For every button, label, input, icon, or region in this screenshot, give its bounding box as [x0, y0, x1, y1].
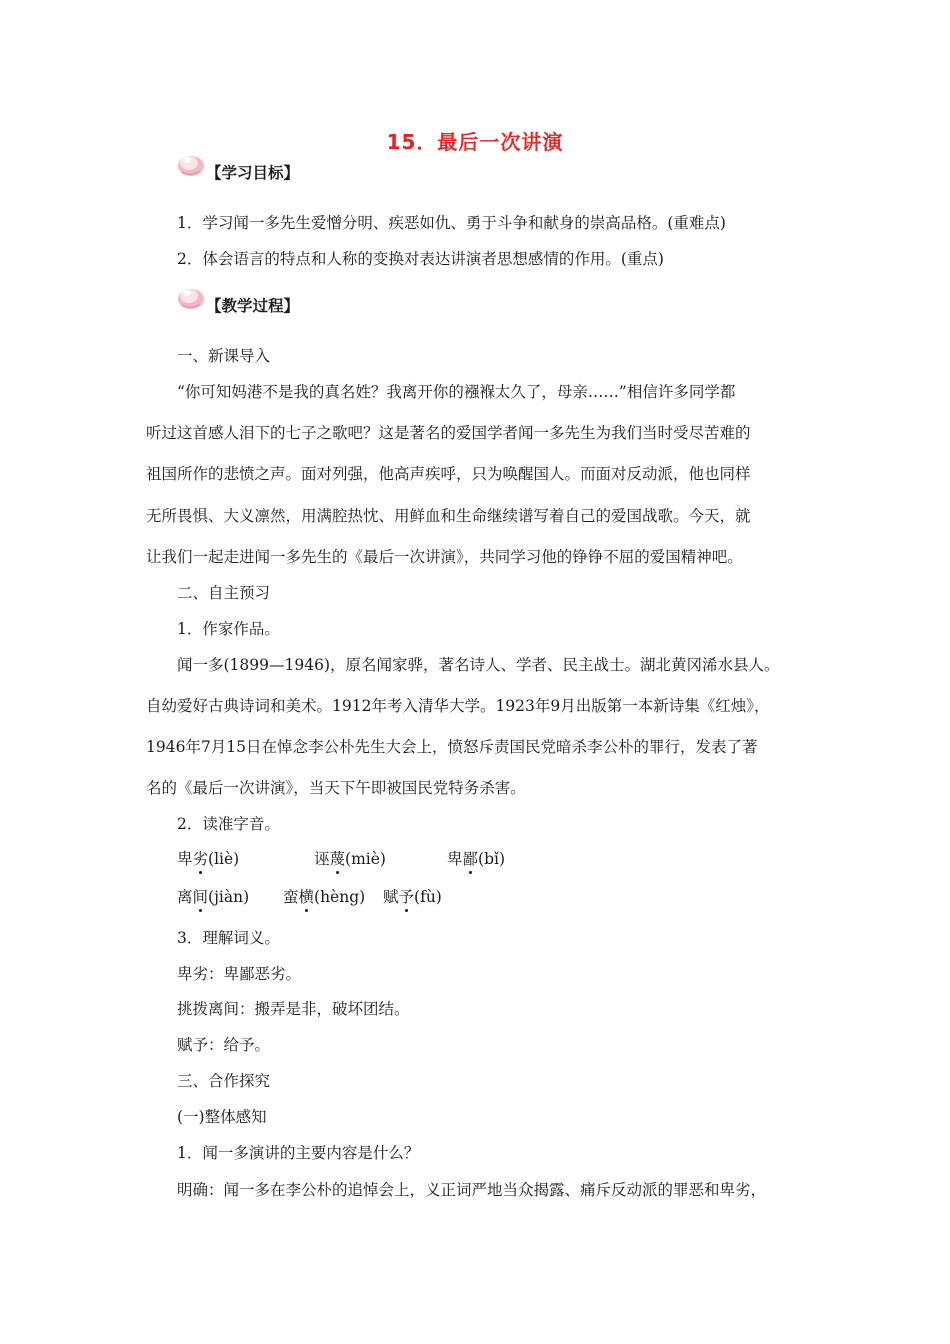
emphasis-dot-char: 鄙	[462, 850, 479, 868]
pronunciation-item: 卑劣(liè)	[177, 850, 240, 868]
emphasis-dot-char: 横	[298, 888, 315, 906]
intro-heading: 一、新课导入	[177, 347, 271, 365]
emphasis-dot-char: 蔑	[329, 850, 346, 868]
explore-heading: 三、合作探究	[177, 1072, 271, 1090]
pink-flower-bullet-icon	[176, 283, 206, 311]
vocab-item: 挑拨离间：搬弄是非，破坏团结。	[177, 1000, 410, 1018]
pronunciation-item: 诬蔑(miè)	[314, 850, 386, 868]
pronunciation-heading: 2．读准字音。	[177, 815, 280, 833]
intro-line: “你可知妈港不是我的真名姓？我离开你的襁褓太久了，母亲……”相信许多同学都	[177, 383, 736, 401]
goal-2: 2．体会语言的特点和人称的变换对表达讲演者思想感情的作用。(重点)	[177, 250, 664, 268]
vocab-heading: 3．理解词义。	[177, 929, 280, 947]
pronunciation-item: 卑鄙(bǐ)	[447, 850, 506, 868]
author-line: 闻一多(1899—1946)，原名闻家骅，著名诗人、学者、民主战士。湖北黄冈浠水县人。	[177, 656, 780, 674]
emphasis-dot-char: 间	[192, 888, 209, 906]
author-line: 自幼爱好古典诗词和美术。1912年考入清华大学。1923年9月出版第一本新诗集《红烛》，	[146, 697, 770, 715]
pronunciation-item: 离间(jiàn)	[177, 888, 250, 906]
intro-line: 祖国所作的悲愤之声。面对列强，他高声疾呼，只为唤醒国人。而面对反动派，他也同样	[146, 465, 751, 483]
preview-heading: 二、自主预习	[177, 584, 271, 602]
emphasis-dot-char: 劣	[192, 850, 209, 868]
pronunciation-item: 赋予(fù)	[383, 888, 442, 906]
intro-line: 无所畏惧、大义凛然，用满腔热忱、用鲜血和生命继续谱写着自己的爱国战歌。今天，就	[146, 507, 751, 525]
vocab-item: 赋予：给予。	[177, 1036, 271, 1054]
emphasis-dot-char: 予	[398, 888, 415, 906]
vocab-item: 卑劣：卑鄙恶劣。	[177, 965, 302, 983]
pronunciation-item: 蛮横(hèng)	[283, 888, 366, 906]
author-line: 1946年7月15日在悼念李公朴先生大会上，愤怒斥责国民党暗杀李公朴的罪行，发表了著	[146, 738, 758, 756]
intro-line: 让我们一起走进闻一多先生的《最后一次讲演》，共同学习他的铮铮不屈的爱国精神吧。	[146, 548, 743, 566]
page-title: 15．最后一次讲演	[386, 130, 564, 154]
goal-1: 1．学习闻一多先生爱憎分明、疾恶如仇、勇于斗争和献身的崇高品格。(重难点)	[177, 214, 726, 232]
process-heading: 【教学过程】	[206, 296, 300, 315]
author-heading: 1．作家作品。	[177, 620, 280, 638]
question-1: 1．闻一多演讲的主要内容是什么？	[177, 1144, 420, 1162]
author-line: 名的《最后一次讲演》，当天下午即被国民党特务杀害。	[146, 779, 526, 797]
goals-heading: 【学习目标】	[206, 163, 300, 182]
pink-flower-bullet-icon	[176, 150, 206, 178]
intro-line: 听过这首感人泪下的七子之歌吧？这是著名的爱国学者闻一多先生为我们当时受尽苦难的	[146, 424, 751, 442]
answer-1: 明确：闻一多在李公朴的追悼会上，义正词严地当众揭露、痛斥反动派的罪恶和卑劣，	[177, 1181, 767, 1199]
explore-subheading: (一)整体感知	[177, 1108, 267, 1126]
